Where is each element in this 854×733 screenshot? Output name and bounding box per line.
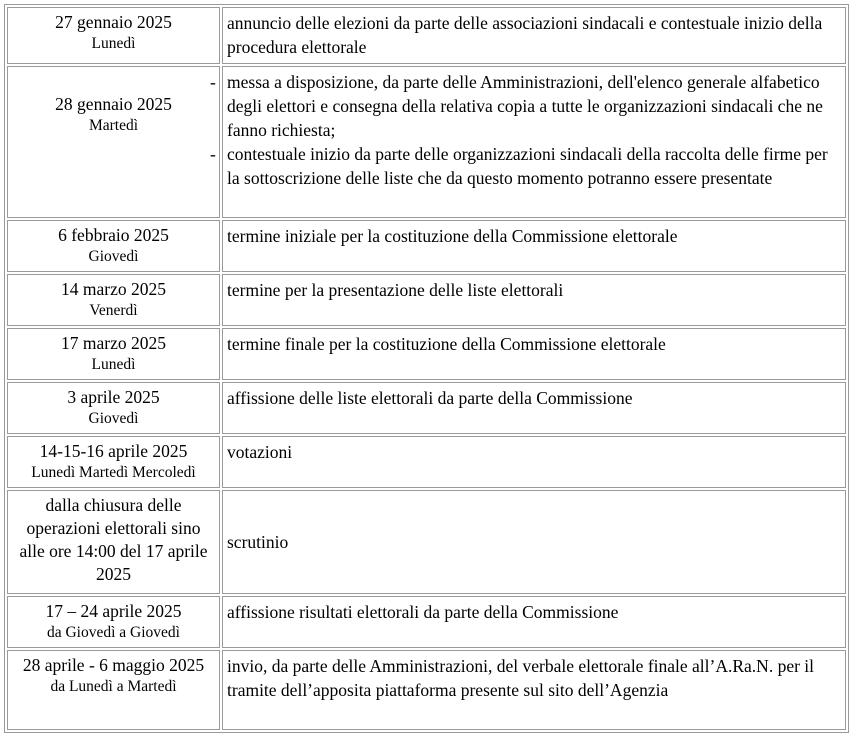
- date-cell: [7, 382, 220, 434]
- date-text: 17 – 24 aprile 2025: [45, 601, 182, 621]
- table-row: [7, 328, 846, 380]
- date-text: 28 aprile - 6 maggio 2025: [22, 655, 205, 675]
- description-cell: [222, 274, 846, 326]
- description-text: annuncio delle elezioni da parte delle associazioni sindacali e contestuale inizio della procedura elettorale: [227, 13, 823, 57]
- date-cell: [7, 66, 220, 218]
- description-cell: [222, 220, 846, 272]
- date-text: 17 marzo 2025: [61, 333, 166, 353]
- weekday-text: Giovedì: [88, 410, 139, 427]
- description-text: scrutinio: [227, 531, 289, 552]
- description-cell: [222, 436, 846, 488]
- date-text: 6 febbraio 2025: [58, 225, 169, 245]
- description-text: invio, da parte delle Amministrazioni, del verbale elettorale finale all’A.Ra.N. per il tramite dell’apposita piattaforma presente sul sito dell’Agenzia: [227, 656, 815, 700]
- table-row: [7, 436, 846, 488]
- date-cell: [7, 436, 220, 488]
- date-cell: [7, 490, 220, 594]
- date-cell: [7, 596, 220, 648]
- table-row: [7, 650, 846, 730]
- description-text: termine iniziale per la costituzione della Commissione elettorale: [227, 226, 678, 246]
- bullet-dash: -: [210, 144, 216, 164]
- description-text: affissione delle liste elettorali da parte della Commissione: [227, 388, 633, 408]
- table-row: [7, 274, 846, 326]
- table-row: [7, 596, 846, 648]
- table-row: [7, 7, 846, 64]
- date-text: 3 aprile 2025: [67, 387, 160, 407]
- description-cell: [222, 490, 846, 594]
- table-row: [7, 66, 846, 218]
- date-cell: [7, 7, 220, 64]
- schedule-table: [4, 4, 849, 733]
- description-text: messa a disposizione, da parte delle Amministrazioni, dell'elenco generale alfabetico degli elettori e consegna della relativa copia a tutte le organizzazioni sindacali che ne fanno richiesta;: [227, 72, 823, 140]
- weekday-text: da Giovedì a Giovedì: [46, 624, 180, 641]
- date-text: 27 gennaio 2025: [55, 12, 172, 32]
- date-text: 14 marzo 2025: [61, 279, 166, 299]
- description-text: termine per la presentazione delle liste elettorali: [227, 280, 564, 300]
- bullet-dash: -: [210, 72, 216, 92]
- date-cell: [7, 328, 220, 380]
- table-row: [7, 490, 846, 594]
- weekday-text: Martedì: [88, 117, 139, 134]
- date-text: dalla chiusura delle operazioni elettorali sino alle ore 14:00 del 17 aprile 2025: [19, 495, 208, 584]
- table-row: [7, 220, 846, 272]
- description-text: termine finale per la costituzione della Commissione elettorale: [227, 334, 666, 354]
- table-row: [7, 382, 846, 434]
- description-cell: [222, 382, 846, 434]
- date-text: 14-15-16 aprile 2025: [39, 441, 188, 461]
- election-schedule: [4, 4, 849, 733]
- date-cell: [7, 274, 220, 326]
- weekday-text: da Lunedì a Martedì: [50, 678, 177, 695]
- description-text: contestuale inizio da parte delle organizzazioni sindacali della raccolta delle firme per la sottoscrizione delle liste che da questo momento potranno essere presentate: [227, 144, 828, 188]
- weekday-text: Lunedì: [91, 35, 136, 52]
- description-cell: [222, 596, 846, 648]
- date-cell: [7, 220, 220, 272]
- description-cell: [222, 7, 846, 64]
- list-item: [210, 70, 841, 142]
- description-text: affissione risultati elettorali da parte della Commissione: [227, 602, 619, 622]
- weekday-text: Venerdì: [89, 302, 138, 319]
- description-cell: [222, 650, 846, 730]
- date-text: 28 gennaio 2025: [55, 94, 172, 114]
- weekday-text: Lunedì: [91, 356, 136, 373]
- list-item: [210, 142, 841, 190]
- bullet-list: [210, 70, 841, 190]
- date-cell: [7, 650, 220, 730]
- description-text: votazioni: [227, 442, 293, 462]
- weekday-text: Giovedì: [88, 248, 139, 265]
- description-cell: [222, 328, 846, 380]
- weekday-text: Lunedì Martedì Mercoledì: [31, 464, 196, 481]
- description-cell: [210, 66, 846, 218]
